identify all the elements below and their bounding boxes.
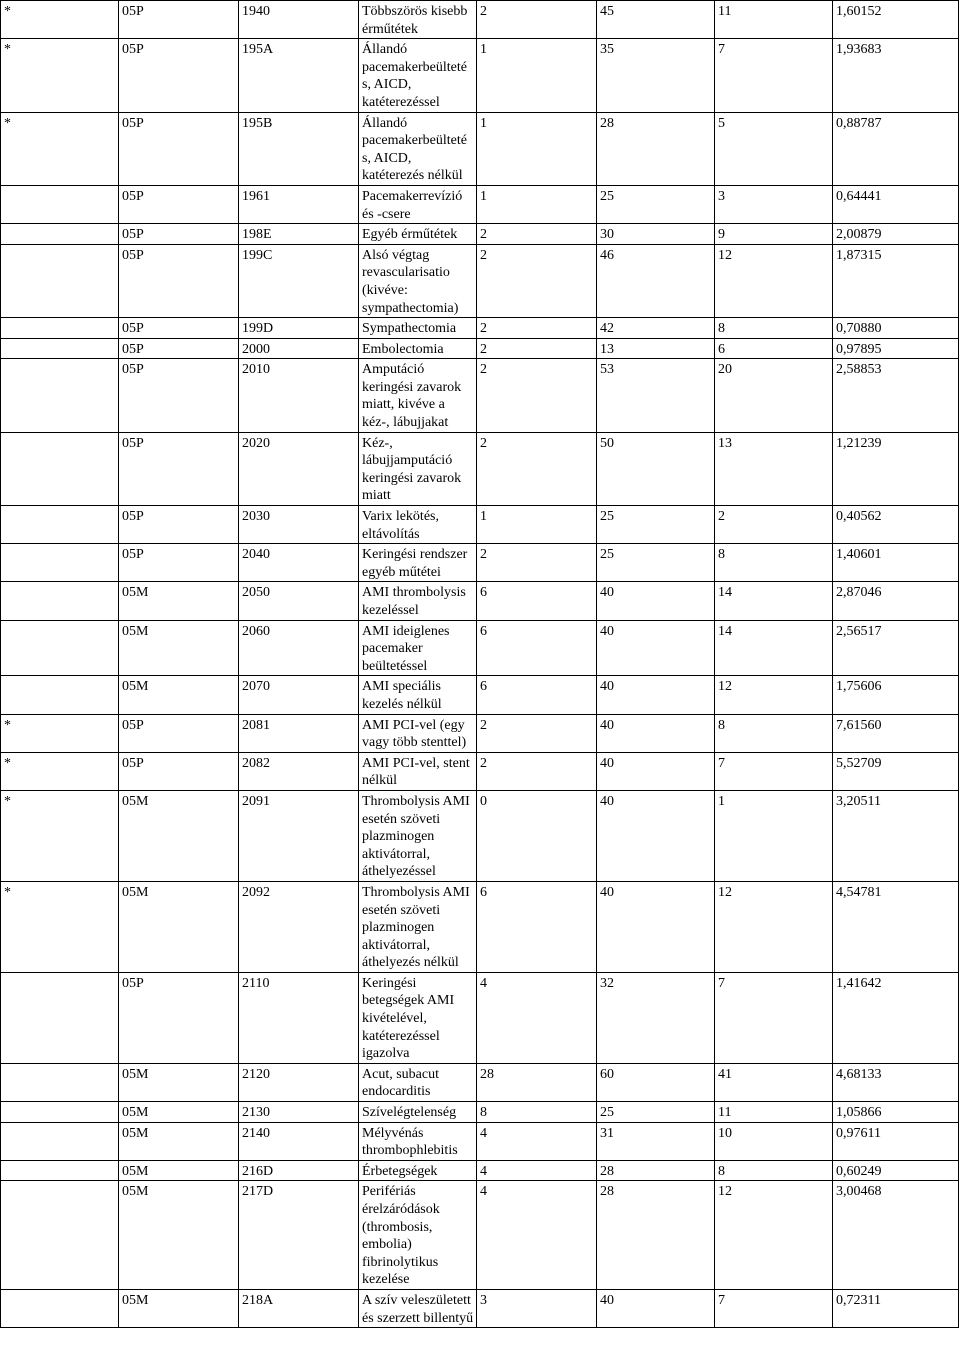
weight-cell: 1,87315 <box>833 244 959 317</box>
flag-cell <box>1 244 119 317</box>
min-days-cell: 1 <box>477 185 597 223</box>
max-days-cell: 35 <box>597 39 715 112</box>
weight-cell: 4,68133 <box>833 1063 959 1101</box>
max-days-cell: 40 <box>597 620 715 676</box>
min-days-cell: 4 <box>477 972 597 1063</box>
table-row <box>1 1289 959 1327</box>
description-cell: Keringési rendszer egyéb műtétei <box>359 544 477 582</box>
weight-cell: 1,41642 <box>833 972 959 1063</box>
flag-cell <box>1 318 119 339</box>
description-cell: Állandó pacemakerbeülteté s, AICD, katéterezés nélkül <box>359 112 477 185</box>
weight-cell: 1,21239 <box>833 432 959 505</box>
description-cell: Pacemakerrevízió és -csere <box>359 185 477 223</box>
weight-cell: 3,00468 <box>833 1181 959 1290</box>
max-days-cell: 25 <box>597 1102 715 1123</box>
flag-cell <box>1 432 119 505</box>
description-cell: Thrombolysis AMI esetén szöveti plazminogen aktivátorral, áthelyezés nélkül <box>359 881 477 972</box>
avg-days-cell: 5 <box>715 112 833 185</box>
max-days-cell: 40 <box>597 881 715 972</box>
weight-cell: 1,05866 <box>833 1102 959 1123</box>
weight-cell: 0,97895 <box>833 338 959 359</box>
description-cell: Többszörös kisebb érműtétek <box>359 1 477 39</box>
flag-cell <box>1 582 119 620</box>
table-row <box>1 506 959 544</box>
flag-cell: * <box>1 752 119 790</box>
max-days-cell: 25 <box>597 506 715 544</box>
max-days-cell: 28 <box>597 112 715 185</box>
max-days-cell: 25 <box>597 544 715 582</box>
avg-days-cell: 8 <box>715 1160 833 1181</box>
avg-days-cell: 11 <box>715 1 833 39</box>
description-cell: Egyéb érműtétek <box>359 224 477 245</box>
group-cell: 05M <box>119 790 239 881</box>
group-cell: 05P <box>119 432 239 505</box>
code-cell: 2050 <box>239 582 359 620</box>
group-cell: 05M <box>119 1181 239 1290</box>
table-row <box>1 620 959 676</box>
code-cell: 2020 <box>239 432 359 505</box>
description-cell: Alsó végtag revascularisatio (kivéve: sympathectomia) <box>359 244 477 317</box>
flag-cell <box>1 1160 119 1181</box>
avg-days-cell: 14 <box>715 620 833 676</box>
code-cell: 195A <box>239 39 359 112</box>
flag-cell <box>1 506 119 544</box>
code-cell: 2000 <box>239 338 359 359</box>
table-row <box>1 318 959 339</box>
table-row <box>1 790 959 881</box>
flag-cell: * <box>1 39 119 112</box>
max-days-cell: 13 <box>597 338 715 359</box>
avg-days-cell: 12 <box>715 881 833 972</box>
description-cell: AMI ideiglenes pacemaker beültetéssel <box>359 620 477 676</box>
flag-cell <box>1 1122 119 1160</box>
group-cell: 05P <box>119 338 239 359</box>
flag-cell: * <box>1 714 119 752</box>
min-days-cell: 0 <box>477 790 597 881</box>
table-row <box>1 544 959 582</box>
table-row <box>1 112 959 185</box>
description-cell: Keringési betegségek AMI kivételével, katéterezéssel igazolva <box>359 972 477 1063</box>
table-row <box>1 881 959 972</box>
code-cell: 198E <box>239 224 359 245</box>
avg-days-cell: 2 <box>715 506 833 544</box>
min-days-cell: 1 <box>477 39 597 112</box>
avg-days-cell: 7 <box>715 752 833 790</box>
avg-days-cell: 6 <box>715 338 833 359</box>
weight-cell: 0,40562 <box>833 506 959 544</box>
avg-days-cell: 13 <box>715 432 833 505</box>
description-cell: Szívelégtelenség <box>359 1102 477 1123</box>
description-cell: AMI PCI-vel (egy vagy több stenttel) <box>359 714 477 752</box>
description-cell: Mélyvénás thrombophlebitis <box>359 1122 477 1160</box>
weight-cell: 0,70880 <box>833 318 959 339</box>
min-days-cell: 4 <box>477 1181 597 1290</box>
flag-cell: * <box>1 1 119 39</box>
avg-days-cell: 20 <box>715 359 833 432</box>
group-cell: 05P <box>119 972 239 1063</box>
group-cell: 05M <box>119 1063 239 1101</box>
table-row <box>1 244 959 317</box>
max-days-cell: 45 <box>597 1 715 39</box>
table-row <box>1 185 959 223</box>
table-row <box>1 338 959 359</box>
group-cell: 05P <box>119 112 239 185</box>
max-days-cell: 31 <box>597 1122 715 1160</box>
weight-cell: 7,61560 <box>833 714 959 752</box>
table-row <box>1 972 959 1063</box>
max-days-cell: 28 <box>597 1160 715 1181</box>
flag-cell <box>1 1289 119 1327</box>
table-row <box>1 752 959 790</box>
group-cell: 05M <box>119 1102 239 1123</box>
weight-cell: 0,72311 <box>833 1289 959 1327</box>
weight-cell: 0,97611 <box>833 1122 959 1160</box>
avg-days-cell: 11 <box>715 1102 833 1123</box>
min-days-cell: 2 <box>477 1 597 39</box>
min-days-cell: 6 <box>477 881 597 972</box>
flag-cell <box>1 1181 119 1290</box>
table-row <box>1 676 959 714</box>
code-cell: 2140 <box>239 1122 359 1160</box>
max-days-cell: 32 <box>597 972 715 1063</box>
description-cell: AMI PCI-vel, stent nélkül <box>359 752 477 790</box>
min-days-cell: 6 <box>477 676 597 714</box>
code-cell: 2120 <box>239 1063 359 1101</box>
group-cell: 05M <box>119 1160 239 1181</box>
weight-cell: 0,88787 <box>833 112 959 185</box>
group-cell: 05P <box>119 544 239 582</box>
code-cell: 216D <box>239 1160 359 1181</box>
min-days-cell: 6 <box>477 582 597 620</box>
weight-cell: 3,20511 <box>833 790 959 881</box>
table-row <box>1 1160 959 1181</box>
table-row <box>1 1 959 39</box>
weight-cell: 2,56517 <box>833 620 959 676</box>
max-days-cell: 40 <box>597 790 715 881</box>
code-cell: 218A <box>239 1289 359 1327</box>
min-days-cell: 4 <box>477 1160 597 1181</box>
avg-days-cell: 12 <box>715 676 833 714</box>
flag-cell <box>1 972 119 1063</box>
max-days-cell: 30 <box>597 224 715 245</box>
min-days-cell: 4 <box>477 1122 597 1160</box>
max-days-cell: 40 <box>597 1289 715 1327</box>
description-cell: Thrombolysis AMI esetén szöveti plazminogen aktivátorral, áthelyezéssel <box>359 790 477 881</box>
weight-cell: 0,64441 <box>833 185 959 223</box>
min-days-cell: 6 <box>477 620 597 676</box>
flag-cell <box>1 338 119 359</box>
flag-cell <box>1 224 119 245</box>
group-cell: 05M <box>119 1289 239 1327</box>
code-cell: 2082 <box>239 752 359 790</box>
description-cell: Kéz-, lábujjamputáció keringési zavarok miatt <box>359 432 477 505</box>
min-days-cell: 2 <box>477 432 597 505</box>
flag-cell <box>1 359 119 432</box>
min-days-cell: 2 <box>477 318 597 339</box>
group-cell: 05M <box>119 582 239 620</box>
table-row <box>1 432 959 505</box>
code-cell: 1961 <box>239 185 359 223</box>
avg-days-cell: 7 <box>715 972 833 1063</box>
code-cell: 2070 <box>239 676 359 714</box>
min-days-cell: 2 <box>477 544 597 582</box>
avg-days-cell: 10 <box>715 1122 833 1160</box>
table-row <box>1 359 959 432</box>
avg-days-cell: 9 <box>715 224 833 245</box>
table-row <box>1 39 959 112</box>
min-days-cell: 3 <box>477 1289 597 1327</box>
code-cell: 2030 <box>239 506 359 544</box>
flag-cell: * <box>1 112 119 185</box>
weight-cell: 0,60249 <box>833 1160 959 1181</box>
min-days-cell: 28 <box>477 1063 597 1101</box>
weight-cell: 1,93683 <box>833 39 959 112</box>
avg-days-cell: 7 <box>715 1289 833 1327</box>
min-days-cell: 2 <box>477 714 597 752</box>
code-cell: 199D <box>239 318 359 339</box>
weight-cell: 2,87046 <box>833 582 959 620</box>
min-days-cell: 8 <box>477 1102 597 1123</box>
group-cell: 05P <box>119 185 239 223</box>
group-cell: 05P <box>119 714 239 752</box>
flag-cell: * <box>1 881 119 972</box>
table-row <box>1 224 959 245</box>
description-cell: Amputáció keringési zavarok miatt, kivéve a kéz-, lábujjakat <box>359 359 477 432</box>
description-cell: A szív veleszületett és szerzett billentyű <box>359 1289 477 1327</box>
code-cell: 2110 <box>239 972 359 1063</box>
min-days-cell: 2 <box>477 244 597 317</box>
weight-cell: 1,60152 <box>833 1 959 39</box>
table-row <box>1 714 959 752</box>
group-cell: 05P <box>119 39 239 112</box>
max-days-cell: 50 <box>597 432 715 505</box>
table-row <box>1 1102 959 1123</box>
avg-days-cell: 1 <box>715 790 833 881</box>
group-cell: 05P <box>119 224 239 245</box>
code-cell: 1940 <box>239 1 359 39</box>
max-days-cell: 40 <box>597 582 715 620</box>
max-days-cell: 40 <box>597 714 715 752</box>
flag-cell <box>1 185 119 223</box>
weight-cell: 4,54781 <box>833 881 959 972</box>
group-cell: 05P <box>119 1 239 39</box>
avg-days-cell: 8 <box>715 714 833 752</box>
group-cell: 05P <box>119 318 239 339</box>
flag-cell <box>1 544 119 582</box>
min-days-cell: 1 <box>477 112 597 185</box>
max-days-cell: 60 <box>597 1063 715 1101</box>
flag-cell <box>1 676 119 714</box>
min-days-cell: 1 <box>477 506 597 544</box>
flag-cell <box>1 1063 119 1101</box>
description-cell: Perifériás érelzáródások (thrombosis, embolia) fibrinolytikus kezelése <box>359 1181 477 1290</box>
group-cell: 05M <box>119 1122 239 1160</box>
code-cell: 2081 <box>239 714 359 752</box>
group-cell: 05P <box>119 752 239 790</box>
table-row <box>1 582 959 620</box>
avg-days-cell: 8 <box>715 318 833 339</box>
description-cell: Állandó pacemakerbeülteté s, AICD, katéterezéssel <box>359 39 477 112</box>
min-days-cell: 2 <box>477 359 597 432</box>
avg-days-cell: 14 <box>715 582 833 620</box>
flag-cell <box>1 1102 119 1123</box>
code-cell: 2092 <box>239 881 359 972</box>
max-days-cell: 25 <box>597 185 715 223</box>
code-cell: 2091 <box>239 790 359 881</box>
description-cell: Érbetegségek <box>359 1160 477 1181</box>
code-cell: 195B <box>239 112 359 185</box>
max-days-cell: 53 <box>597 359 715 432</box>
description-cell: AMI speciális kezelés nélkül <box>359 676 477 714</box>
description-cell: AMI thrombolysis kezeléssel <box>359 582 477 620</box>
table-row <box>1 1063 959 1101</box>
description-cell: Embolectomia <box>359 338 477 359</box>
description-cell: Varix lekötés, eltávolítás <box>359 506 477 544</box>
table-body <box>1 1 959 1328</box>
table-row <box>1 1122 959 1160</box>
code-cell: 2040 <box>239 544 359 582</box>
avg-days-cell: 7 <box>715 39 833 112</box>
max-days-cell: 40 <box>597 676 715 714</box>
code-cell: 2010 <box>239 359 359 432</box>
group-cell: 05P <box>119 359 239 432</box>
flag-cell: * <box>1 790 119 881</box>
avg-days-cell: 12 <box>715 1181 833 1290</box>
weight-cell: 1,40601 <box>833 544 959 582</box>
avg-days-cell: 12 <box>715 244 833 317</box>
code-cell: 2060 <box>239 620 359 676</box>
code-cell: 217D <box>239 1181 359 1290</box>
group-cell: 05M <box>119 620 239 676</box>
description-cell: Acut, subacut endocarditis <box>359 1063 477 1101</box>
group-cell: 05P <box>119 506 239 544</box>
table-row <box>1 1181 959 1290</box>
min-days-cell: 2 <box>477 338 597 359</box>
description-cell: Sympathectomia <box>359 318 477 339</box>
code-cell: 199C <box>239 244 359 317</box>
weight-cell: 1,75606 <box>833 676 959 714</box>
max-days-cell: 28 <box>597 1181 715 1290</box>
max-days-cell: 40 <box>597 752 715 790</box>
max-days-cell: 46 <box>597 244 715 317</box>
avg-days-cell: 41 <box>715 1063 833 1101</box>
flag-cell <box>1 620 119 676</box>
group-cell: 05M <box>119 881 239 972</box>
code-cell: 2130 <box>239 1102 359 1123</box>
avg-days-cell: 3 <box>715 185 833 223</box>
min-days-cell: 2 <box>477 224 597 245</box>
weight-cell: 5,52709 <box>833 752 959 790</box>
weight-cell: 2,58853 <box>833 359 959 432</box>
max-days-cell: 42 <box>597 318 715 339</box>
avg-days-cell: 8 <box>715 544 833 582</box>
group-cell: 05M <box>119 676 239 714</box>
group-cell: 05P <box>119 244 239 317</box>
weight-cell: 2,00879 <box>833 224 959 245</box>
min-days-cell: 2 <box>477 752 597 790</box>
